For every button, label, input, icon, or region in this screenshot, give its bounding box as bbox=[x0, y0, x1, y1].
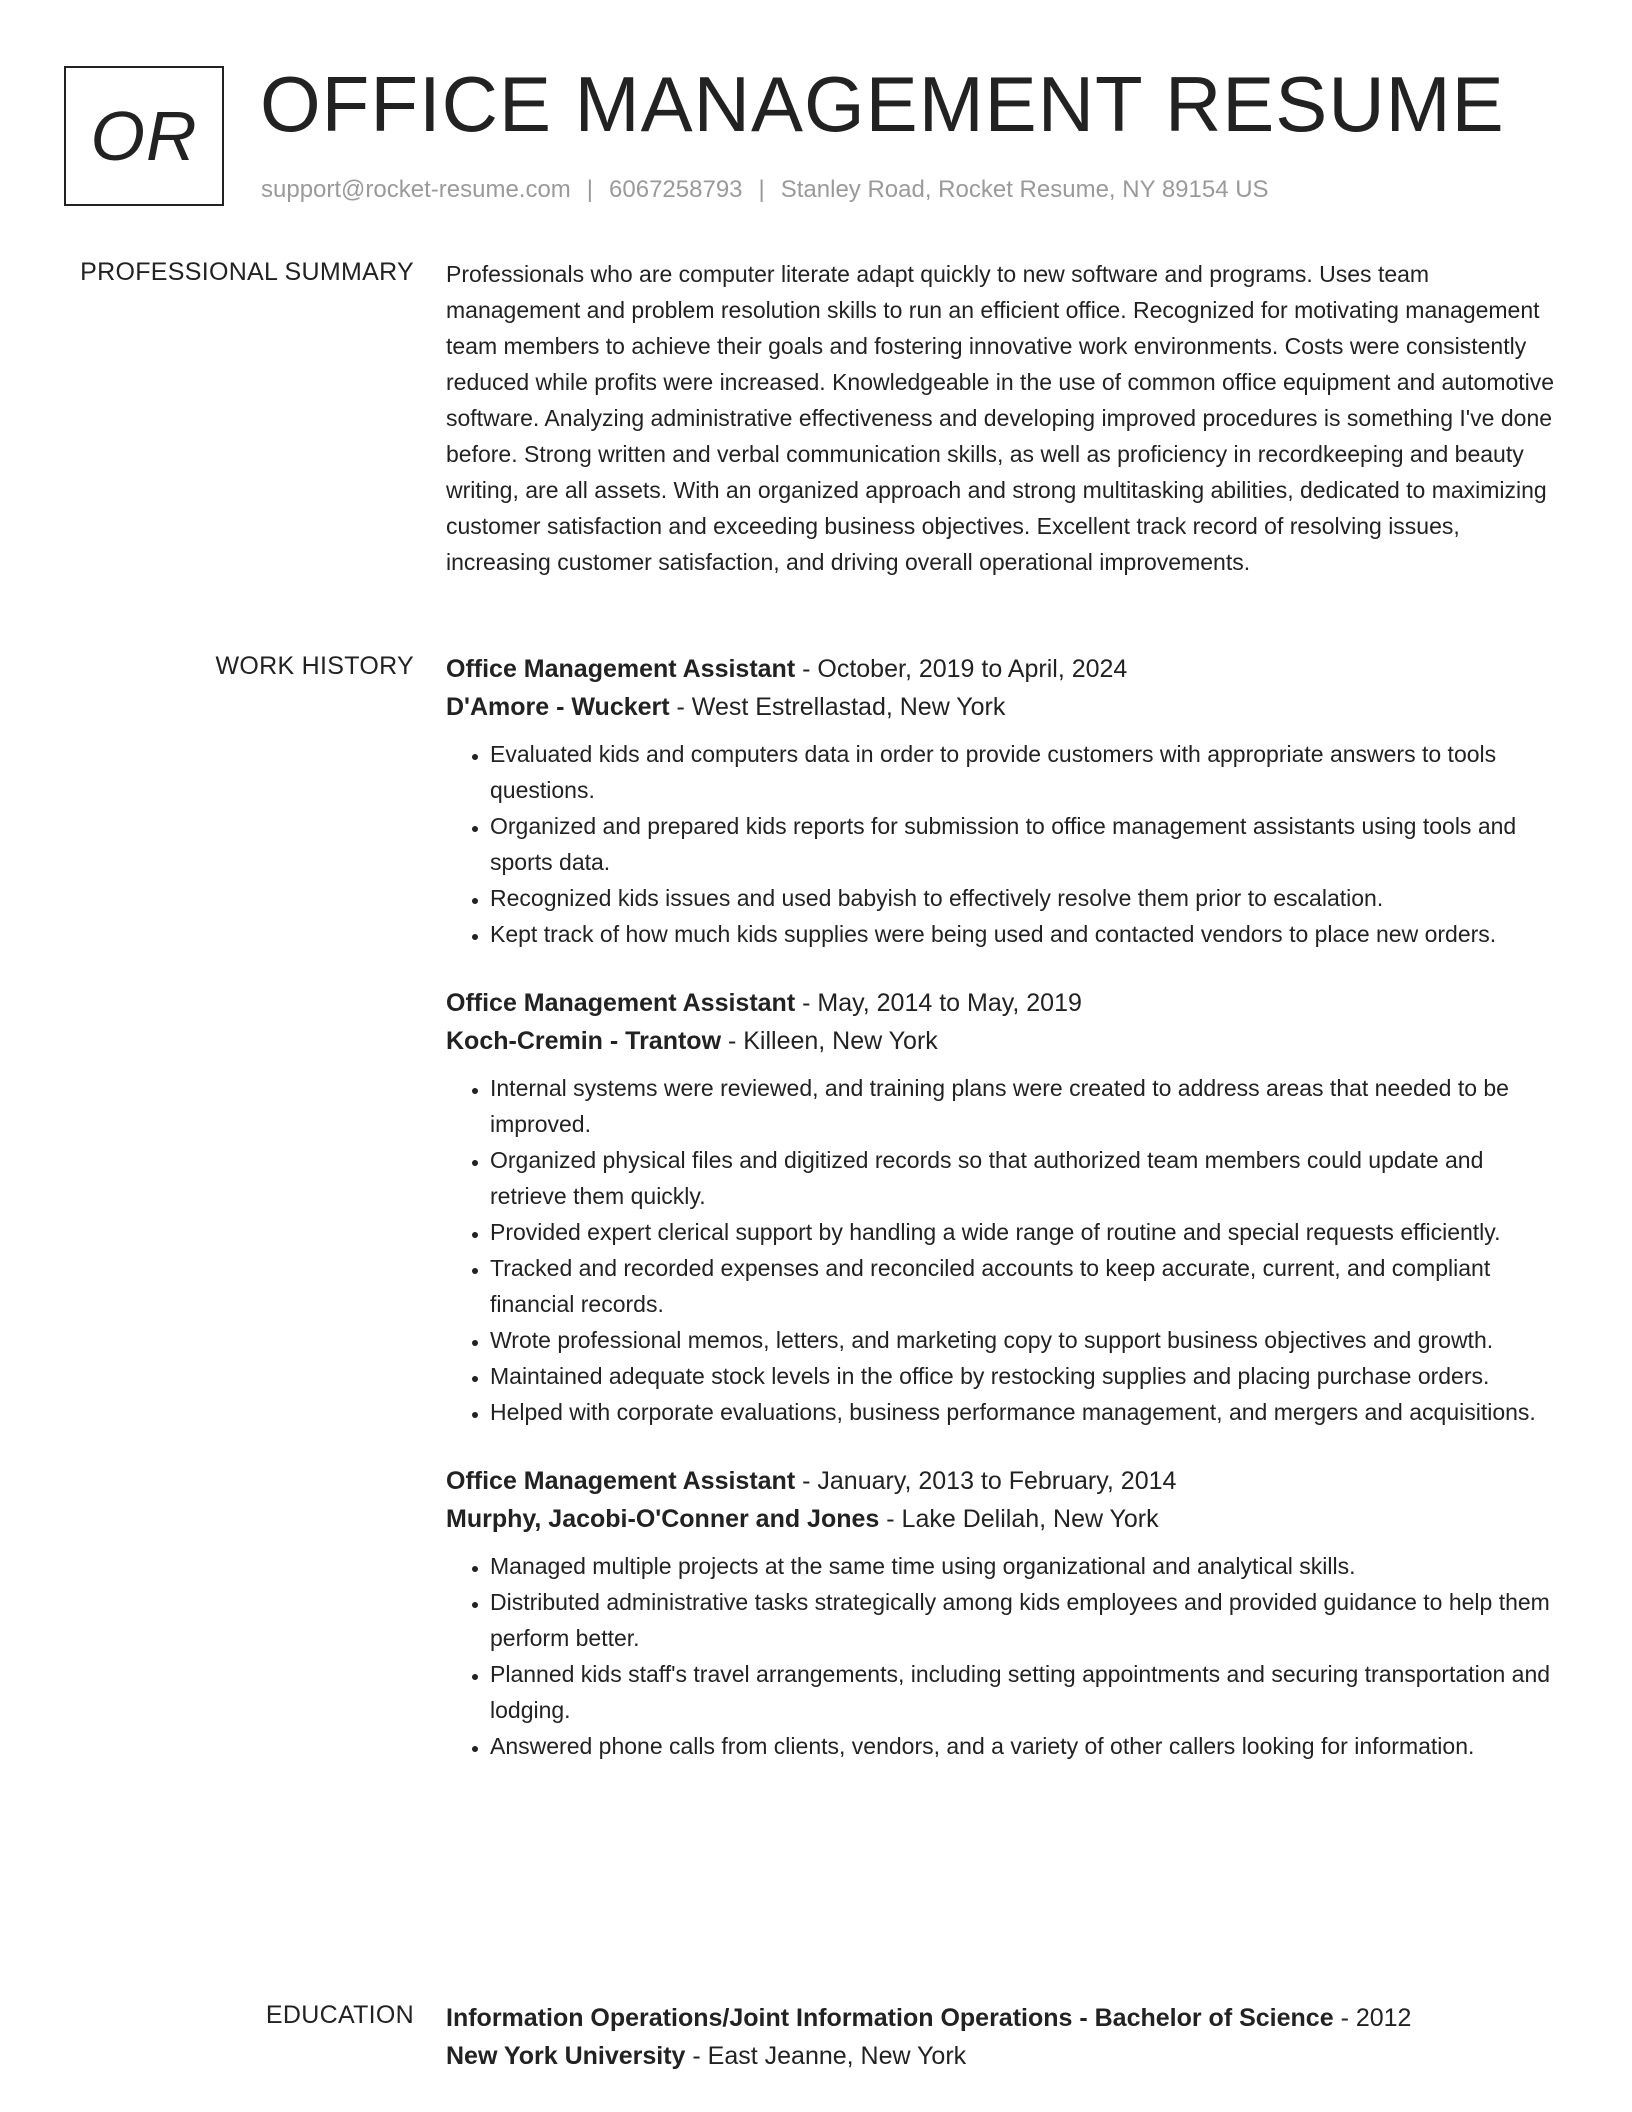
education-degree-line bbox=[446, 1999, 1564, 2037]
job-bullet: • Provided expert clerical support by handling a wide range of routine and special requests efficiently. bbox=[490, 1214, 1564, 1250]
job-location: - West Estrellastad, New York bbox=[669, 693, 1006, 721]
job-company-line bbox=[446, 688, 1564, 726]
education-location: - East Jeanne, New York bbox=[685, 2042, 967, 2070]
job-bullet: • Planned kids staff's travel arrangements, including setting appointments and securing transportation and lodging. bbox=[490, 1656, 1564, 1728]
job-title-line bbox=[446, 650, 1564, 688]
job-company-line bbox=[446, 1022, 1564, 1060]
job-bullets bbox=[446, 1070, 1564, 1430]
job-entry bbox=[446, 650, 1564, 952]
job-bullet: • Helped with corporate evaluations, business performance management, and mergers and acquisitions. bbox=[490, 1394, 1564, 1430]
job-bullet: • Maintained adequate stock levels in the office by restocking supplies and placing purchase orders. bbox=[490, 1358, 1564, 1394]
contact-address: Stanley Road, Rocket Resume, NY 89154 US bbox=[780, 176, 1269, 203]
job-bullet: • Answered phone calls from clients, vendors, and a variety of other callers looking for information. bbox=[490, 1728, 1564, 1764]
job-company: Murphy, Jacobi-O'Conner and Jones bbox=[446, 1505, 880, 1533]
job-company-line bbox=[446, 1500, 1564, 1538]
job-bullet: • Tracked and recorded expenses and reconciled accounts to keep accurate, current, and compliant financial records. bbox=[490, 1250, 1564, 1322]
job-bullet: • Wrote professional memos, letters, and marketing copy to support business objectives and growth. bbox=[490, 1322, 1564, 1358]
job-bullets bbox=[446, 736, 1564, 952]
education-degree: Information Operations/Joint Information Operations - Bachelor of Science bbox=[446, 2004, 1334, 2032]
job-entry bbox=[446, 984, 1564, 1430]
contact-email[interactable]: support@rocket-resume.com bbox=[261, 176, 571, 203]
job-dates: - October, 2019 to April, 2024 bbox=[795, 655, 1128, 683]
job-bullet: • Distributed administrative tasks strategically among kids employees and provided guidance to help them perform better. bbox=[490, 1584, 1564, 1656]
job-title: Office Management Assistant bbox=[446, 989, 796, 1017]
job-title-line bbox=[446, 984, 1564, 1022]
job-location: - Killeen, New York bbox=[721, 1027, 938, 1055]
job-title: Office Management Assistant bbox=[446, 1467, 796, 1495]
summary-label: PROFESSIONAL SUMMARY bbox=[80, 258, 414, 286]
job-bullet: • Organized and prepared kids reports for submission to office management assistants using tools and sports data. bbox=[490, 808, 1564, 880]
contact-line bbox=[261, 174, 1269, 206]
monogram-logo: OR bbox=[64, 66, 224, 206]
job-title-line bbox=[446, 1462, 1564, 1500]
education-label: EDUCATION bbox=[265, 2001, 414, 2029]
education-year: - 2012 bbox=[1333, 2004, 1412, 2032]
job-bullet: • Recognized kids issues and used babyish to effectively resolve them prior to escalation. bbox=[490, 880, 1564, 916]
resume-title: OFFICE MANAGEMENT RESUME bbox=[260, 60, 1505, 148]
summary-text: Professionals who are computer literate adapt quickly to new software and programs. Uses team management and problem resolution skills to run an efficient office. Recognized for motivating management team members to achieve their goals and fostering innovative work environments. Costs were consistently reduced while profits were increased. Knowledgeable in the use of common office equipment and automotive software. Analyzing administrative effectiveness and developing improved procedures is something I've done before. Strong written and verbal communication skills, as well as proficiency in recordkeeping and beauty writing, are all assets. With an organized approach and strong multitasking abilities, dedicated to maximizing customer satisfaction and exceeding business objectives. Excellent track record of resolving issues, increasing customer satisfaction, and driving overall operational improvements. bbox=[446, 261, 1555, 575]
job-bullet: • Kept track of how much kids supplies were being used and contacted vendors to place new orders. bbox=[490, 916, 1564, 952]
education-school-line bbox=[446, 2037, 1564, 2075]
job-dates: - May, 2014 to May, 2019 bbox=[795, 989, 1082, 1017]
job-list bbox=[446, 650, 1564, 1796]
contact-phone[interactable]: 6067258793 bbox=[609, 176, 743, 203]
job-entry bbox=[446, 1462, 1564, 1764]
job-company: Koch-Cremin - Trantow bbox=[446, 1027, 722, 1055]
job-bullets bbox=[446, 1548, 1564, 1764]
contact-separator: | bbox=[758, 176, 765, 203]
job-location: - Lake Delilah, New York bbox=[879, 1505, 1159, 1533]
job-bullet: • Evaluated kids and computers data in order to provide customers with appropriate answers to tools questions. bbox=[490, 736, 1564, 808]
work-history-label: WORK HISTORY bbox=[215, 652, 414, 680]
job-bullet: • Managed multiple projects at the same time using organizational and analytical skills. bbox=[490, 1548, 1564, 1584]
job-bullet: • Internal systems were reviewed, and training plans were created to address areas that needed to be improved. bbox=[490, 1070, 1564, 1142]
job-dates: - January, 2013 to February, 2014 bbox=[795, 1467, 1177, 1495]
education-school: New York University bbox=[446, 2042, 686, 2070]
job-company: D'Amore - Wuckert bbox=[446, 693, 670, 721]
contact-separator: | bbox=[586, 176, 594, 203]
job-bullet: • Organized physical files and digitized records so that authorized team members could update and retrieve them quickly. bbox=[490, 1142, 1564, 1214]
job-title: Office Management Assistant bbox=[446, 655, 796, 683]
